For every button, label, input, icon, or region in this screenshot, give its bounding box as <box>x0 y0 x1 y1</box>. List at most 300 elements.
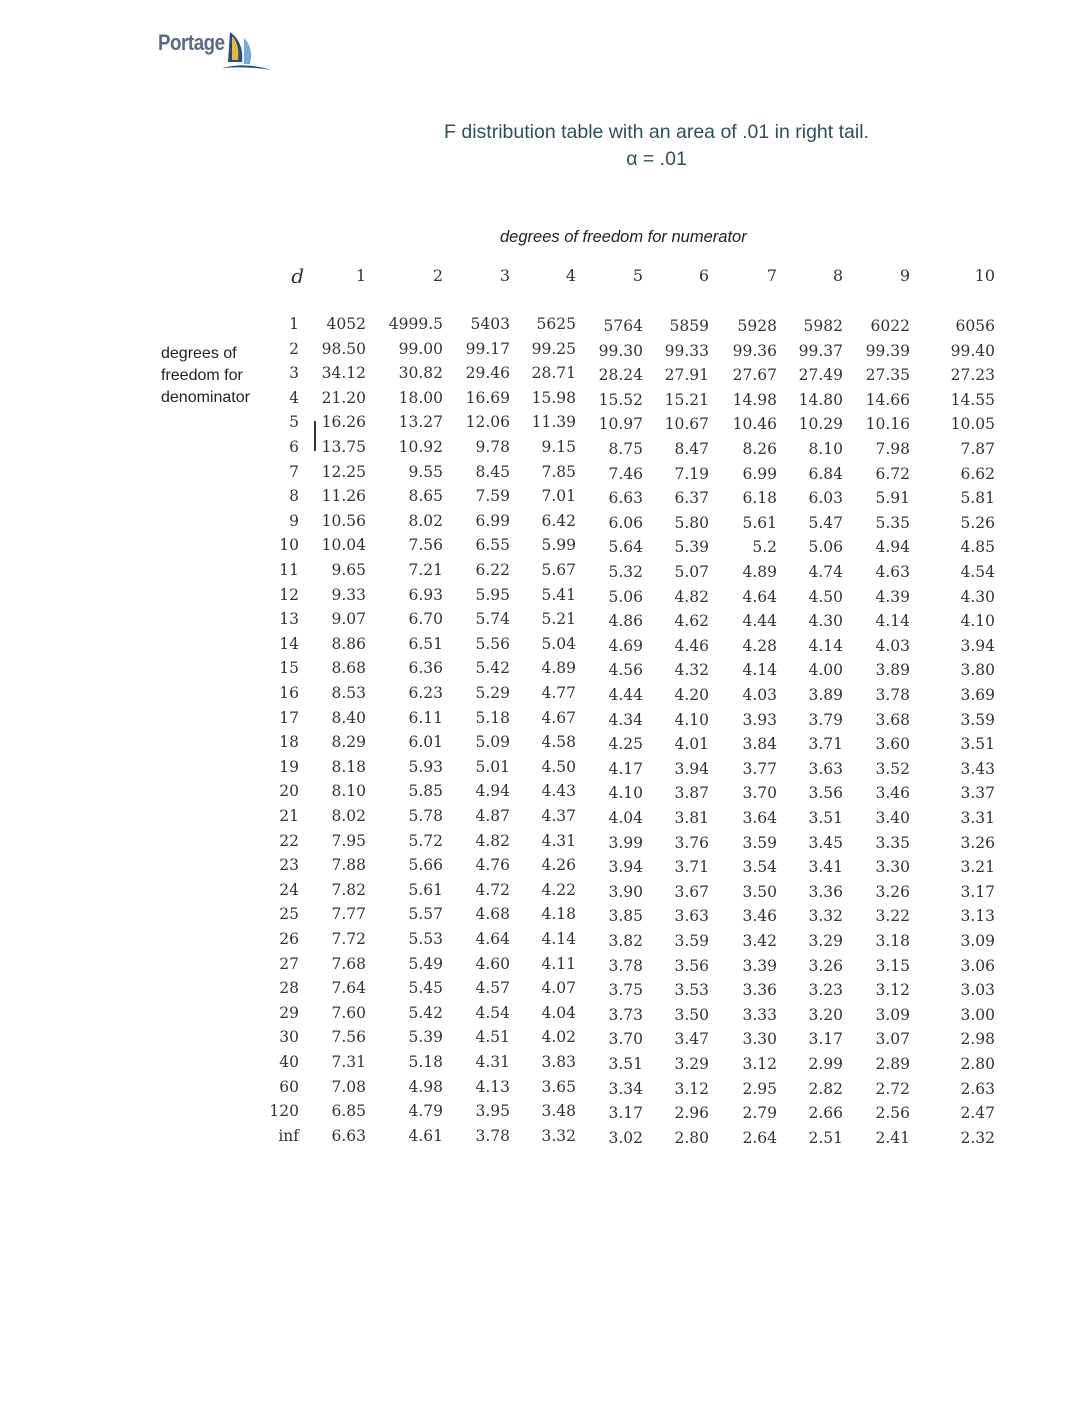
table-cell: 3.17 <box>960 882 995 901</box>
table-cell: 27.23 <box>950 366 995 385</box>
row-df-label: 14 <box>279 634 299 653</box>
table-cell: 4.30 <box>808 612 843 631</box>
table-cell: 8.86 <box>331 634 366 653</box>
table-cell: 4.54 <box>960 563 995 581</box>
table-cell: 4.60 <box>475 954 510 973</box>
table-cell: 3.93 <box>742 710 777 729</box>
table-cell: 3.89 <box>808 686 843 704</box>
table-cell: 4.10 <box>960 612 995 631</box>
column-header: 1 <box>355 266 366 285</box>
table-cell: 21.20 <box>321 388 366 407</box>
table-cell: 3.95 <box>475 1102 510 1121</box>
column-header: 9 <box>899 266 910 285</box>
column-header: 7 <box>766 266 777 285</box>
row-df-label: 1 <box>289 315 299 333</box>
row-df-label: 10 <box>279 536 299 555</box>
table-cell: 27.35 <box>865 366 910 385</box>
table-cell: 99.37 <box>798 341 843 360</box>
table-cell: 7.85 <box>541 462 576 481</box>
table-cell: 3.75 <box>608 981 643 1000</box>
table-cell: 99.25 <box>531 339 576 358</box>
table-cell: 4.72 <box>475 880 510 899</box>
table-cell: 4.69 <box>608 636 643 655</box>
table-cell: 4.89 <box>742 563 777 581</box>
table-cell: 99.33 <box>664 341 709 360</box>
table-cell: 3.43 <box>960 759 995 778</box>
table-cell: 3.51 <box>960 735 995 754</box>
denominator-label-line: freedom for <box>161 367 243 384</box>
table-cell: 6.42 <box>541 511 576 530</box>
table-cell: 3.76 <box>674 833 709 852</box>
table-cell: 14.66 <box>865 390 910 409</box>
table-cell: 5.47 <box>808 513 843 532</box>
table-cell: 4.50 <box>541 757 576 776</box>
table-cell: 4.76 <box>475 856 510 875</box>
table-cell: 4.39 <box>875 587 910 606</box>
table-cell: 3.79 <box>808 710 843 729</box>
table-cell: 7.31 <box>331 1053 366 1071</box>
table-cell: 2.89 <box>875 1055 910 1073</box>
table-cell: 5.72 <box>408 831 443 850</box>
table-cell: 5.39 <box>408 1028 443 1047</box>
table-cell: 6.51 <box>408 634 443 653</box>
table-cell: 3.78 <box>608 956 643 975</box>
table-cell: 3.32 <box>808 907 843 926</box>
table-cell: 11.26 <box>321 487 366 506</box>
table-cell: 6.22 <box>475 561 510 579</box>
table-cell: 3.39 <box>742 956 777 975</box>
table-cell: 9.33 <box>331 585 366 604</box>
table-cell: 3.94 <box>674 759 709 778</box>
table-cell: 3.17 <box>808 1030 843 1049</box>
table-cell: 8.10 <box>808 440 843 458</box>
table-cell: 4.04 <box>541 1003 576 1022</box>
table-cell: 4.02 <box>541 1028 576 1047</box>
table-cell: 3.30 <box>742 1030 777 1049</box>
table-cell: 4.22 <box>541 880 576 899</box>
table-cell: 3.40 <box>875 809 910 827</box>
title-line-2: α = .01 <box>626 148 687 170</box>
table-cell: 7.46 <box>608 464 643 483</box>
table-cell: 7.19 <box>674 464 709 483</box>
table-cell: 3.06 <box>960 956 995 975</box>
table-cell: 6.36 <box>408 659 443 678</box>
table-cell: 16.26 <box>321 413 366 432</box>
table-cell: 3.22 <box>875 907 910 926</box>
table-cell: 27.67 <box>732 366 777 385</box>
table-cell: 7.98 <box>875 440 910 458</box>
table-cell: 3.02 <box>608 1128 643 1147</box>
row-df-label: 7 <box>289 462 299 481</box>
table-cell: 5.56 <box>475 634 510 653</box>
table-cell: 4.14 <box>742 661 777 680</box>
table-cell: 2.51 <box>808 1128 843 1147</box>
table-cell: 4.77 <box>541 684 576 702</box>
table-cell: 4.20 <box>674 686 709 704</box>
table-cell: 5.99 <box>541 536 576 555</box>
table-cell: 10.29 <box>798 415 843 434</box>
table-cell: 3.12 <box>674 1079 709 1098</box>
table-cell: 3.99 <box>608 833 643 852</box>
table-cell: 4.10 <box>674 710 709 729</box>
row-df-label: 26 <box>279 930 299 948</box>
table-cell: 5.26 <box>960 513 995 532</box>
table-cell: 3.89 <box>875 661 910 680</box>
table-cell: 4.04 <box>608 809 643 827</box>
row-df-label: 60 <box>279 1077 299 1096</box>
table-cell: 5403 <box>470 315 510 333</box>
row-df-label: 24 <box>279 880 299 899</box>
table-cell: 8.45 <box>475 462 510 481</box>
row-df-label: 120 <box>269 1102 299 1121</box>
table-cell: 2.64 <box>742 1128 777 1147</box>
table-cell: 10.04 <box>321 536 366 555</box>
table-cell: 4.03 <box>742 686 777 704</box>
table-cell: 18.00 <box>398 388 443 407</box>
table-cell: 4.50 <box>808 587 843 606</box>
table-cell: 2.72 <box>875 1079 910 1098</box>
table-cell: 5.53 <box>408 930 443 948</box>
table-cell: 5.78 <box>408 807 443 825</box>
table-cell: 3.32 <box>541 1126 576 1145</box>
table-cell: 99.40 <box>950 341 995 360</box>
table-cell: 6.93 <box>408 585 443 604</box>
table-cell: 5.74 <box>475 610 510 629</box>
table-cell: 4.85 <box>960 538 995 557</box>
table-cell: 7.21 <box>408 561 443 579</box>
table-cell: 3.67 <box>674 882 709 901</box>
table-cell: 5.42 <box>475 659 510 678</box>
table-cell: 3.09 <box>875 1005 910 1024</box>
row-df-label: 4 <box>289 388 299 407</box>
table-cell: 4.63 <box>875 563 910 581</box>
table-cell: 10.97 <box>598 415 643 434</box>
row-df-label: 17 <box>279 708 299 727</box>
table-cell: 7.77 <box>331 905 366 924</box>
table-cell: 8.65 <box>408 487 443 506</box>
row-df-label: 11 <box>279 561 299 579</box>
table-cell: 29.46 <box>465 364 510 383</box>
table-cell: 3.81 <box>674 809 709 827</box>
title-line-1: F distribution table with an area of .01 in right tail. <box>444 121 869 143</box>
table-cell: 6.23 <box>408 684 443 702</box>
table-cell: 10.05 <box>950 415 995 434</box>
table-cell: 7.56 <box>408 536 443 555</box>
table-cell: 4.94 <box>475 782 510 801</box>
table-cell: 5.93 <box>408 757 443 776</box>
table-cell: 3.59 <box>674 932 709 950</box>
table-cell: 3.31 <box>960 809 995 827</box>
table-cell: 10.46 <box>732 415 777 434</box>
row-df-label: 12 <box>279 585 299 604</box>
table-cell: 4.43 <box>541 782 576 801</box>
column-header: 10 <box>974 266 995 285</box>
table-cell: 3.26 <box>875 882 910 901</box>
table-cell: 3.36 <box>808 882 843 901</box>
table-cell: 4999.5 <box>388 315 443 333</box>
table-cell: 98.50 <box>321 339 366 358</box>
table-cell: 5.06 <box>608 587 643 606</box>
row-df-label: inf <box>278 1126 299 1145</box>
table-cell: 14.55 <box>950 390 995 409</box>
table-cell: 4.62 <box>674 612 709 631</box>
row-df-label: 40 <box>279 1053 299 1071</box>
table-cell: 3.13 <box>960 907 995 926</box>
row-df-label: 22 <box>279 831 299 850</box>
column-header: 6 <box>698 266 709 285</box>
table-cell: 6.01 <box>408 733 443 752</box>
table-cell: 4.64 <box>475 930 510 948</box>
numerator-label: degrees of freedom for numerator <box>500 228 747 246</box>
table-cell: 7.82 <box>331 880 366 899</box>
row-df-label: 25 <box>279 905 299 924</box>
table-cell: 3.78 <box>475 1126 510 1145</box>
table-cell: 3.26 <box>808 956 843 975</box>
table-cell: 4.44 <box>608 686 643 704</box>
table-cell: 2.99 <box>808 1055 843 1073</box>
table-cell: 13.75 <box>321 438 366 456</box>
table-cell: 6.99 <box>742 464 777 483</box>
row-df-label: 29 <box>279 1003 299 1022</box>
table-cell: 2.47 <box>960 1104 995 1123</box>
table-cell: 6.37 <box>674 489 709 508</box>
table-cell: 3.70 <box>608 1030 643 1049</box>
table-cell: 3.48 <box>541 1102 576 1121</box>
table-cell: 5.67 <box>541 561 576 579</box>
table-cell: 4.31 <box>541 831 576 850</box>
table-cell: 3.63 <box>674 907 709 926</box>
table-cell: 4.37 <box>541 807 576 825</box>
table-cell: 5.04 <box>541 634 576 653</box>
table-cell: 4.00 <box>808 661 843 680</box>
table-cell: 28.24 <box>598 366 643 385</box>
table-cell: 5.85 <box>408 782 443 801</box>
table-cell: 3.94 <box>608 858 643 877</box>
table-cell: 12.06 <box>465 413 510 432</box>
table-cell: 10.67 <box>664 415 709 434</box>
table-cell: 8.26 <box>742 440 777 458</box>
table-cell: 5.41 <box>541 585 576 604</box>
table-cell: 4.11 <box>541 954 576 973</box>
table-cell: 4.14 <box>808 636 843 655</box>
table-cell: 3.70 <box>742 784 777 803</box>
table-cell: 4.67 <box>541 708 576 727</box>
table-cell: 5.64 <box>608 538 643 557</box>
table-cell: 3.71 <box>674 858 709 877</box>
table-cell: 3.30 <box>875 858 910 877</box>
row-df-label: 9 <box>289 511 299 530</box>
table-cell: 3.46 <box>875 784 910 803</box>
column-header: 5 <box>632 266 643 285</box>
table-cell: 4052 <box>326 315 366 333</box>
table-cell: 4.34 <box>608 710 643 729</box>
row-df-label: 28 <box>279 979 299 998</box>
table-cell: 99.36 <box>732 341 777 360</box>
table-cell: 8.02 <box>408 511 443 530</box>
table-cell: 10.56 <box>321 511 366 530</box>
table-cell: 3.46 <box>742 907 777 926</box>
table-cell: 3.26 <box>960 833 995 852</box>
table-cell: 4.44 <box>742 612 777 631</box>
table-cell: 3.51 <box>608 1055 643 1073</box>
table-cell: 27.49 <box>798 366 843 385</box>
row-df-label: 27 <box>279 954 299 973</box>
table-cell: 4.98 <box>408 1077 443 1096</box>
table-cell: 4.18 <box>541 905 576 924</box>
row-df-label: 8 <box>289 487 299 506</box>
table-cell: 4.57 <box>475 979 510 998</box>
row-df-label: 20 <box>279 782 299 801</box>
table-cell: 2.32 <box>960 1128 995 1147</box>
table-cell: 5.01 <box>475 757 510 776</box>
row-df-label: 3 <box>289 364 299 383</box>
table-cell: 7.60 <box>331 1003 366 1022</box>
table-cell: 3.12 <box>875 981 910 1000</box>
table-cell: 5.81 <box>960 489 995 508</box>
table-cell: 2.79 <box>742 1104 777 1123</box>
table-cell: 3.12 <box>742 1055 777 1073</box>
table-cell: 8.02 <box>331 807 366 825</box>
table-cell: 7.87 <box>960 440 995 458</box>
table-cell: 5982 <box>803 317 843 335</box>
table-cell: 15.98 <box>531 388 576 407</box>
table-cell: 5.18 <box>408 1053 443 1071</box>
table-cell: 4.51 <box>475 1028 510 1047</box>
table-cell: 6.55 <box>475 536 510 555</box>
table-cell: 5.06 <box>808 538 843 557</box>
table-cell: 99.30 <box>598 341 643 360</box>
table-cell: 3.56 <box>674 956 709 975</box>
table-cell: 3.87 <box>674 784 709 803</box>
table-cell: 4.31 <box>475 1053 510 1071</box>
table-cell: 2.41 <box>875 1128 910 1147</box>
table-cell: 4.68 <box>475 905 510 924</box>
table-cell: 8.40 <box>331 708 366 727</box>
table-cell: 3.18 <box>875 932 910 950</box>
table-cell: 3.85 <box>608 907 643 926</box>
table-cell: 3.00 <box>960 1005 995 1024</box>
table-cell: 5.18 <box>475 708 510 727</box>
table-cell: 4.28 <box>742 636 777 655</box>
table-cell: 3.94 <box>960 636 995 655</box>
row-df-label: 5 <box>289 413 299 432</box>
table-cell: 3.82 <box>608 932 643 950</box>
table-cell: 7.59 <box>475 487 510 506</box>
table-cell: 3.35 <box>875 833 910 852</box>
table-cell: 3.23 <box>808 981 843 1000</box>
table-cell: 3.50 <box>742 882 777 901</box>
table-cell: 5.49 <box>408 954 443 973</box>
table-cell: 6.18 <box>742 489 777 508</box>
denominator-label-line: denominator <box>161 389 250 406</box>
table-cell: 4.74 <box>808 563 843 581</box>
table-cell: 13.27 <box>398 413 443 432</box>
table-cell: 8.10 <box>331 782 366 801</box>
corner-label: d <box>291 264 304 288</box>
table-cell: 3.64 <box>742 809 777 827</box>
table-cell: 28.71 <box>531 364 576 383</box>
table-cell: 3.29 <box>674 1055 709 1073</box>
table-cell: 5.95 <box>475 585 510 604</box>
table-cell: 7.95 <box>331 831 366 850</box>
table-cell: 5.45 <box>408 979 443 998</box>
table-cell: 8.75 <box>608 440 643 458</box>
table-cell: 6.99 <box>475 511 510 530</box>
table-cell: 5.21 <box>541 610 576 629</box>
table-cell: 4.79 <box>408 1102 443 1121</box>
table-cell: 6.11 <box>408 708 443 727</box>
table-cell: 99.00 <box>398 339 443 358</box>
table-cell: 3.63 <box>808 759 843 778</box>
table-cell: 3.47 <box>674 1030 709 1049</box>
column-header: 8 <box>832 266 843 285</box>
table-cell: 3.54 <box>742 858 777 877</box>
column-header: 4 <box>565 266 576 285</box>
table-cell: 5625 <box>536 315 576 333</box>
table-cell: 11.39 <box>531 413 576 432</box>
table-cell: 6.72 <box>875 464 910 483</box>
table-cell: 3.29 <box>808 932 843 950</box>
table-cell: 3.77 <box>742 759 777 778</box>
table-cell: 5.61 <box>408 880 443 899</box>
table-cell: 15.52 <box>598 390 643 409</box>
table-cell: 3.59 <box>960 710 995 729</box>
table-cell: 8.29 <box>331 733 366 752</box>
table-cell: 3.17 <box>608 1104 643 1123</box>
table-cell: 3.56 <box>808 784 843 803</box>
table-cell: 6.70 <box>408 610 443 629</box>
table-cell: 3.80 <box>960 661 995 680</box>
table-cell: 6.85 <box>331 1102 366 1121</box>
table-cell: 5859 <box>669 317 709 335</box>
table-cell: 6.62 <box>960 464 995 483</box>
table-cell: 7.08 <box>331 1077 366 1096</box>
table-cell: 12.25 <box>321 462 366 481</box>
table-cell: 5.2 <box>752 538 777 557</box>
row-df-label: 13 <box>279 610 299 629</box>
table-cell: 8.47 <box>674 440 709 458</box>
table-cell: 5.09 <box>475 733 510 752</box>
table-cell: 3.37 <box>960 784 995 803</box>
row-df-label: 23 <box>279 856 299 875</box>
table-cell: 4.87 <box>475 807 510 825</box>
table-cell: 30.82 <box>398 364 443 383</box>
row-df-label: 6 <box>289 438 299 456</box>
table-cell: 4.10 <box>608 784 643 803</box>
table-cell: 5.29 <box>475 684 510 702</box>
table-cell: 3.51 <box>808 809 843 827</box>
row-df-label: 2 <box>289 339 299 358</box>
table-cell: 2.66 <box>808 1104 843 1123</box>
table-cell: 99.39 <box>865 341 910 360</box>
column-header: 2 <box>432 266 443 285</box>
table-cell: 3.69 <box>960 686 995 704</box>
table-cell: 6.63 <box>331 1126 366 1145</box>
table-cell: 2.98 <box>960 1030 995 1049</box>
table-cell: 3.15 <box>875 956 910 975</box>
row-df-label: 15 <box>279 659 299 678</box>
table-cell: 8.18 <box>331 757 366 776</box>
table-cell: 4.82 <box>674 587 709 606</box>
table-cell: 5.39 <box>674 538 709 557</box>
table-cell: 6.03 <box>808 489 843 508</box>
table-cell: 3.52 <box>875 759 910 778</box>
table-cell: 2.82 <box>808 1079 843 1098</box>
table-cell: 3.03 <box>960 981 995 1000</box>
table-cell: 16.69 <box>465 388 510 407</box>
table-cell: 14.80 <box>798 390 843 409</box>
denominator-label-line: degrees of <box>161 345 237 362</box>
